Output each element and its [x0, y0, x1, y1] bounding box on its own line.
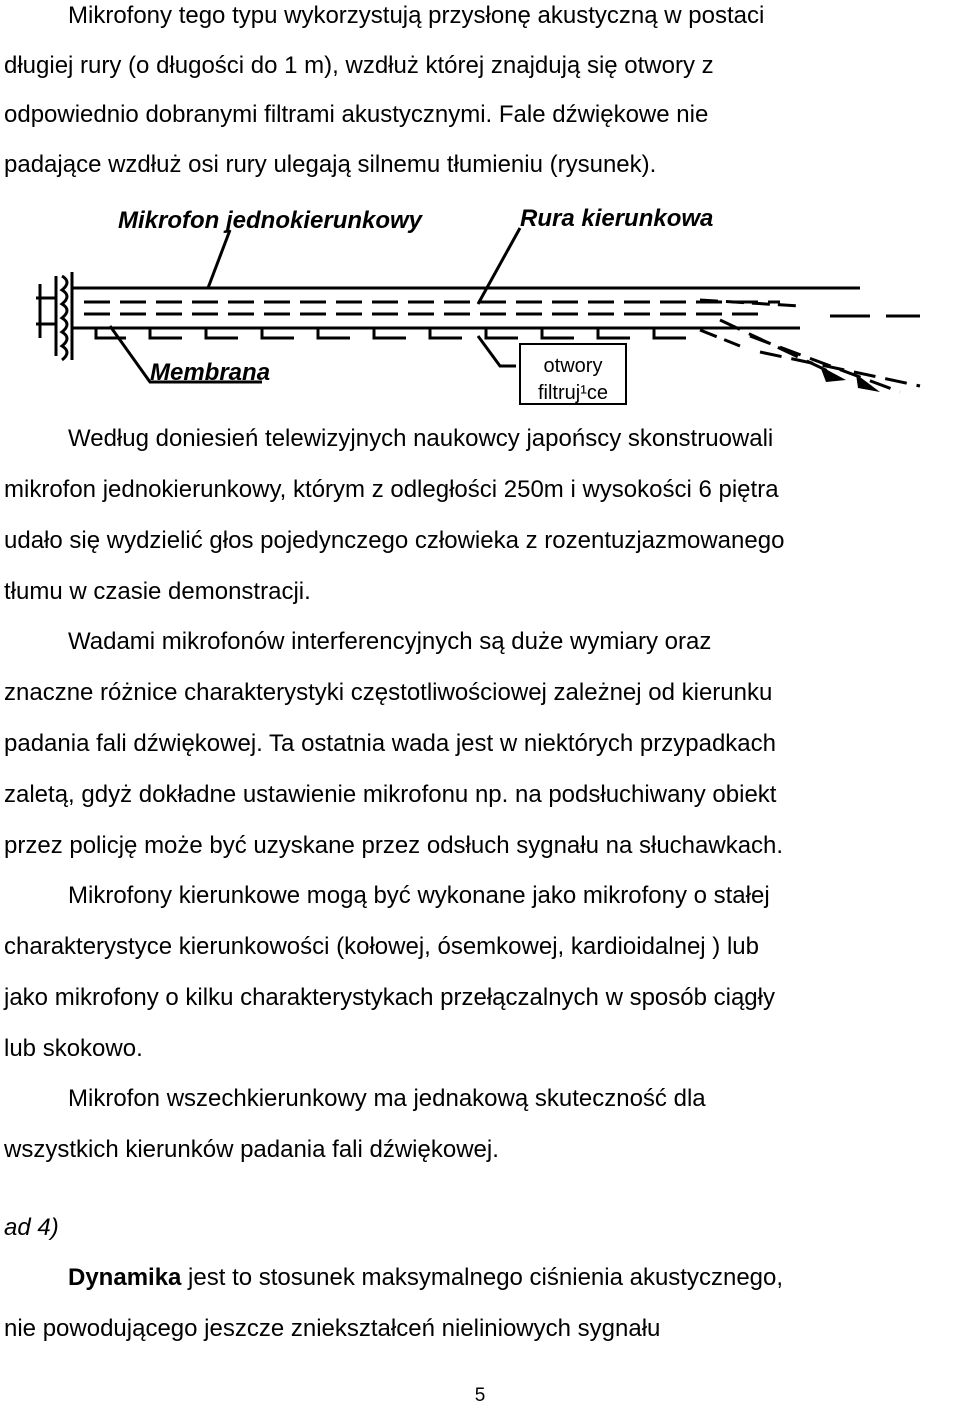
- text-line: długiej rury (o długości do 1 m), wzdłuż której znajdują się otwory z: [4, 52, 714, 79]
- text-line: odpowiednio dobranymi filtrami akustycznymi. Fale dźwiękowe nie: [4, 101, 709, 128]
- text-line: padania fali dźwiękowej. Ta ostatnia wada jest w niektórych przypadkach: [4, 730, 776, 757]
- leader-line-tube: [478, 228, 520, 304]
- text-line: wszystkich kierunków padania fali dźwiękowej.: [4, 1136, 499, 1163]
- page-number: 5: [474, 1385, 486, 1406]
- text-line: padające wzdłuż osi rury ulegają silnemu tłumieniu (rysunek).: [4, 151, 657, 178]
- text-line: Według doniesień telewizyjnych naukowcy japońscy skonstruowali: [68, 425, 774, 452]
- text-line: mikrofon jednokierunkowy, którym z odległości 250m i wysokości 6 piętra: [4, 476, 779, 503]
- text-line: zaletą, gdyż dokładne ustawienie mikrofonu np. na podsłuchiwany obiekt: [4, 781, 777, 808]
- membrane-capsule: [62, 276, 67, 360]
- label-tube: Rura kierunkowa: [520, 205, 714, 232]
- text-line: Mikrofony tego typu wykorzystują przysłonę akustyczną w postaci: [68, 2, 765, 29]
- text-line: Mikrofony kierunkowe mogą być wykonane jako mikrofony o stałej: [68, 882, 770, 909]
- leader-line-holes: [478, 336, 516, 366]
- text-line: znaczne różnice charakterystyki częstotliwościowej zależnej od kierunku: [4, 679, 773, 706]
- text-line: udało się wydzielić głos pojedynczego człowieka z rozentuzjazmowanego: [4, 527, 785, 554]
- text-line: lub skokowo.: [4, 1035, 143, 1062]
- label-holes-line1: otwory: [543, 355, 603, 377]
- label-microphone: Mikrofon jednokierunkowy: [118, 207, 423, 234]
- wave-arrowheads: [820, 366, 880, 392]
- text-line: Mikrofon wszechkierunkowy ma jednakową skuteczność dla: [68, 1085, 706, 1112]
- section-heading: ad 4): [4, 1214, 59, 1241]
- tube-filter-segments: [84, 302, 780, 314]
- term-dynamika: Dynamika: [68, 1264, 182, 1291]
- text-line: nie powodującego jeszcze zniekształceń nieliniowych sygnału: [4, 1315, 661, 1342]
- label-holes-line2: filtruj¹ce: [537, 382, 609, 404]
- leader-line-microphone: [208, 230, 230, 288]
- text-line: tłumu w czasie demonstracji.: [4, 578, 311, 605]
- text-line: jako mikrofony o kilku charakterystykach przełączalnych w sposób ciągły: [4, 984, 775, 1011]
- label-membrane: Membrana: [150, 359, 271, 386]
- tube-microphone-figure: [0, 196, 960, 416]
- text-line: charakterystyce kierunkowości (kołowej, ósemkowej, kardioidalnej ) lub: [4, 933, 759, 960]
- text-line: Wadami mikrofonów interferencyjnych są duże wymiary oraz: [68, 628, 712, 655]
- text-fragment: jest to stosunek maksymalnego ciśnienia akustycznego,: [181, 1264, 784, 1291]
- text-line: przez policję może być uzyskane przez odsłuch sygnału na słuchawkach.: [4, 832, 784, 859]
- text-line: [68, 1264, 783, 1292]
